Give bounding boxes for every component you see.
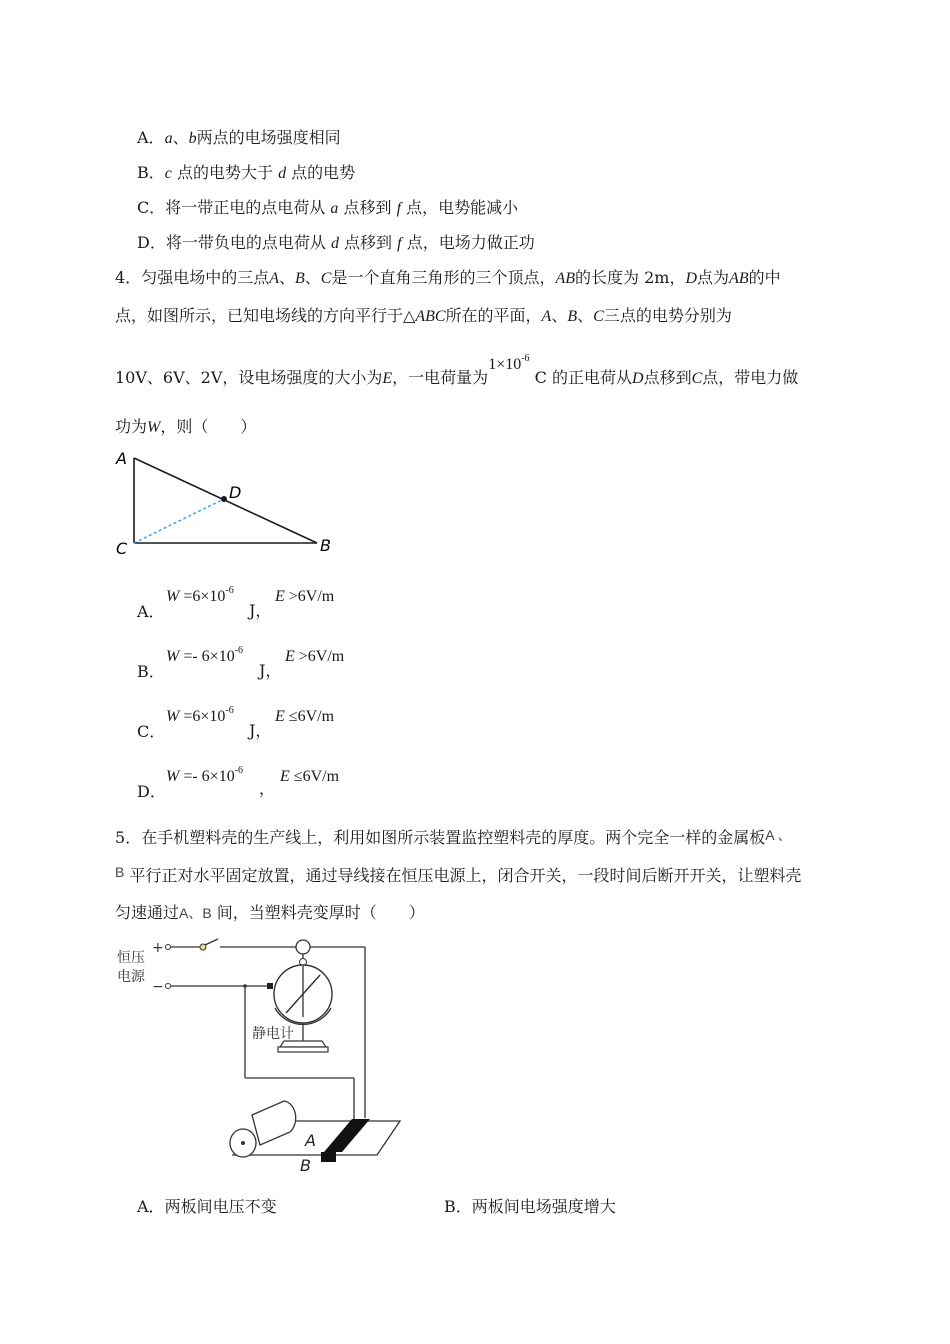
relation: >6V/m	[288, 588, 335, 605]
text: 点移到	[643, 368, 692, 387]
plate-a-label: A	[305, 1131, 316, 1150]
text: 、	[188, 905, 203, 921]
var: d	[330, 235, 339, 252]
var: E	[382, 370, 393, 387]
option-letter: B．	[137, 163, 165, 182]
text: ，一电荷量为	[392, 368, 489, 387]
roll-axle	[241, 1141, 245, 1145]
point-d	[221, 496, 227, 502]
text: 功为	[115, 417, 148, 436]
q4-line-2	[115, 306, 732, 327]
var: d	[278, 165, 287, 182]
q4-line-4	[115, 417, 256, 438]
label-c: C	[116, 539, 128, 558]
source-label-1: 恒压	[117, 950, 145, 966]
label-d: D	[229, 483, 242, 502]
q3-option-c	[137, 198, 518, 219]
value: =6×10	[183, 708, 226, 725]
text: 10V、6V、2V，设电场强度的大小为	[115, 368, 383, 387]
var: AB	[729, 270, 749, 287]
option-letter: B．	[137, 662, 165, 681]
option-field	[275, 707, 334, 727]
label-b: B	[320, 536, 331, 555]
segment-cd	[134, 499, 224, 543]
electroscope-knob	[296, 940, 310, 954]
option-formula	[166, 647, 243, 669]
option-letter: A．	[137, 128, 165, 147]
plate-label-a: A 、	[765, 827, 792, 843]
relation: >6V/m	[298, 648, 345, 665]
q5-line-2	[115, 866, 801, 886]
var: B	[295, 270, 305, 287]
text: 、	[278, 268, 295, 287]
option-field	[275, 587, 334, 607]
var-w: W	[166, 648, 180, 665]
option-letter: B．	[444, 1197, 472, 1216]
text: 、	[172, 128, 189, 147]
var: AB	[555, 270, 576, 287]
plate-b-label: B	[300, 1156, 311, 1175]
var: D	[632, 370, 644, 387]
q5-apparatus-figure	[112, 933, 412, 1178]
var: C	[593, 308, 604, 325]
q5-option-b	[444, 1197, 616, 1217]
metal-plate-b	[321, 1152, 336, 1162]
charge-value	[488, 353, 530, 373]
text: 、	[304, 268, 321, 287]
var: B	[567, 308, 578, 325]
option-field	[285, 647, 344, 667]
option-formula	[166, 587, 234, 609]
text: 是一个直角三角形的三个顶点，	[331, 268, 556, 287]
text: 点，带电力做	[702, 368, 799, 387]
var: f	[397, 235, 402, 252]
text: 匀速通过	[115, 903, 180, 922]
charge-base: 1×10	[488, 356, 522, 373]
plate-label-b: B	[115, 864, 125, 880]
text: 的长度为 2m，	[575, 268, 686, 287]
var: C	[320, 270, 332, 287]
option-formula	[166, 707, 234, 729]
option-text: 两板间电压不变	[164, 1197, 277, 1216]
value: =- 6×10	[183, 648, 235, 665]
minus-terminal	[166, 984, 171, 989]
text: 三点的电势分别为	[603, 306, 732, 325]
q5-line-3	[115, 903, 425, 923]
unit: J，	[249, 601, 272, 620]
text: 点的电势大于	[176, 163, 273, 182]
charge-exponent: -6	[521, 353, 530, 364]
option-letter: A．	[137, 1197, 165, 1216]
text: 两点的电场强度相同	[196, 128, 341, 147]
q3-option-d	[137, 233, 535, 254]
text: 将一带负电的点电荷从	[165, 233, 326, 252]
source-label-2: 电源	[117, 969, 145, 985]
var: A	[541, 308, 552, 325]
plate-label-a: A	[179, 905, 189, 921]
text: 间，当塑料壳变厚时（ ）	[216, 903, 425, 922]
plus-terminal	[166, 945, 171, 950]
q3-option-a	[137, 128, 341, 149]
var: c	[164, 165, 172, 182]
var: a	[330, 200, 339, 217]
option-formula	[166, 767, 243, 789]
text: 的中	[748, 268, 781, 287]
switch-blade	[205, 939, 218, 945]
q4-line-1	[115, 268, 781, 289]
exponent: -6	[225, 585, 234, 596]
relation: ≤6V/m	[293, 768, 340, 785]
var-w: W	[166, 588, 180, 605]
option-letter: C．	[137, 722, 166, 741]
text: 点，电势能减小	[406, 198, 519, 217]
exponent: -6	[234, 765, 244, 776]
option-letter: D．	[137, 233, 166, 252]
var: W	[147, 419, 161, 436]
var-e: E	[275, 588, 285, 605]
text: 点移到	[343, 198, 392, 217]
text: C 的正电荷从	[534, 368, 632, 387]
q5-line-1	[115, 828, 792, 848]
var: A	[269, 270, 279, 287]
option-field	[280, 767, 339, 787]
text: 在手机塑料壳的生产线上，利用如图所示装置监控塑料壳的厚度。两个完全一样的金属板	[141, 828, 766, 847]
plus-terminal-label: +	[152, 940, 164, 956]
var: b	[188, 130, 197, 147]
q3-option-b	[137, 163, 355, 184]
q4-triangle-figure	[110, 442, 340, 562]
text: 、	[551, 306, 568, 325]
value: =6×10	[183, 588, 226, 605]
text: 点，电场力做正功	[406, 233, 535, 252]
text: ，则（ ）	[160, 417, 257, 436]
option-letter: C．	[137, 198, 166, 217]
text: 点的电势	[291, 163, 356, 182]
var-w: W	[166, 768, 180, 785]
ground-clip	[267, 983, 273, 989]
var: C	[691, 370, 703, 387]
var-e: E	[275, 708, 285, 725]
var: f	[396, 200, 402, 217]
relation: ≤6V/m	[288, 708, 335, 725]
unit: J，	[259, 661, 282, 680]
unit: J，	[249, 721, 272, 740]
meter-label: 静电计	[252, 1026, 294, 1042]
text: 点移到	[344, 233, 393, 252]
var-e: E	[285, 648, 295, 665]
var: a	[164, 130, 173, 147]
text: 将一带正电的点电荷从	[165, 198, 326, 217]
exponent: -6	[225, 705, 234, 716]
text: 所在的平面，	[445, 306, 542, 325]
var: ABC	[415, 308, 446, 325]
text: 点为	[697, 268, 730, 287]
plate-label-b: B	[202, 905, 212, 921]
value: =- 6×10	[183, 768, 235, 785]
minus-terminal-label: −	[152, 979, 164, 995]
text: 平行正对水平固定放置，通过导线接在恒压电源上，闭合开关，一段时间后断开开关，让塑料壳	[129, 866, 802, 885]
var-w: W	[166, 708, 180, 725]
var-e: E	[280, 768, 290, 785]
text: 、	[577, 306, 594, 325]
option-letter: D．	[137, 782, 166, 801]
text: 点，如图所示，已知电场线的方向平行于△	[115, 306, 416, 325]
exponent: -6	[234, 645, 244, 656]
label-a: A	[116, 449, 127, 468]
option-letter: A．	[137, 602, 165, 621]
unit: ，	[259, 779, 276, 798]
var: D	[685, 270, 698, 287]
option-text: 两板间电场强度增大	[471, 1197, 616, 1216]
text: 匀强电场中的三点	[141, 268, 270, 287]
question-number: 4．	[115, 268, 142, 287]
question-number: 5．	[115, 828, 142, 847]
q5-option-a	[137, 1197, 277, 1217]
electroscope-base-plate	[278, 1047, 328, 1052]
